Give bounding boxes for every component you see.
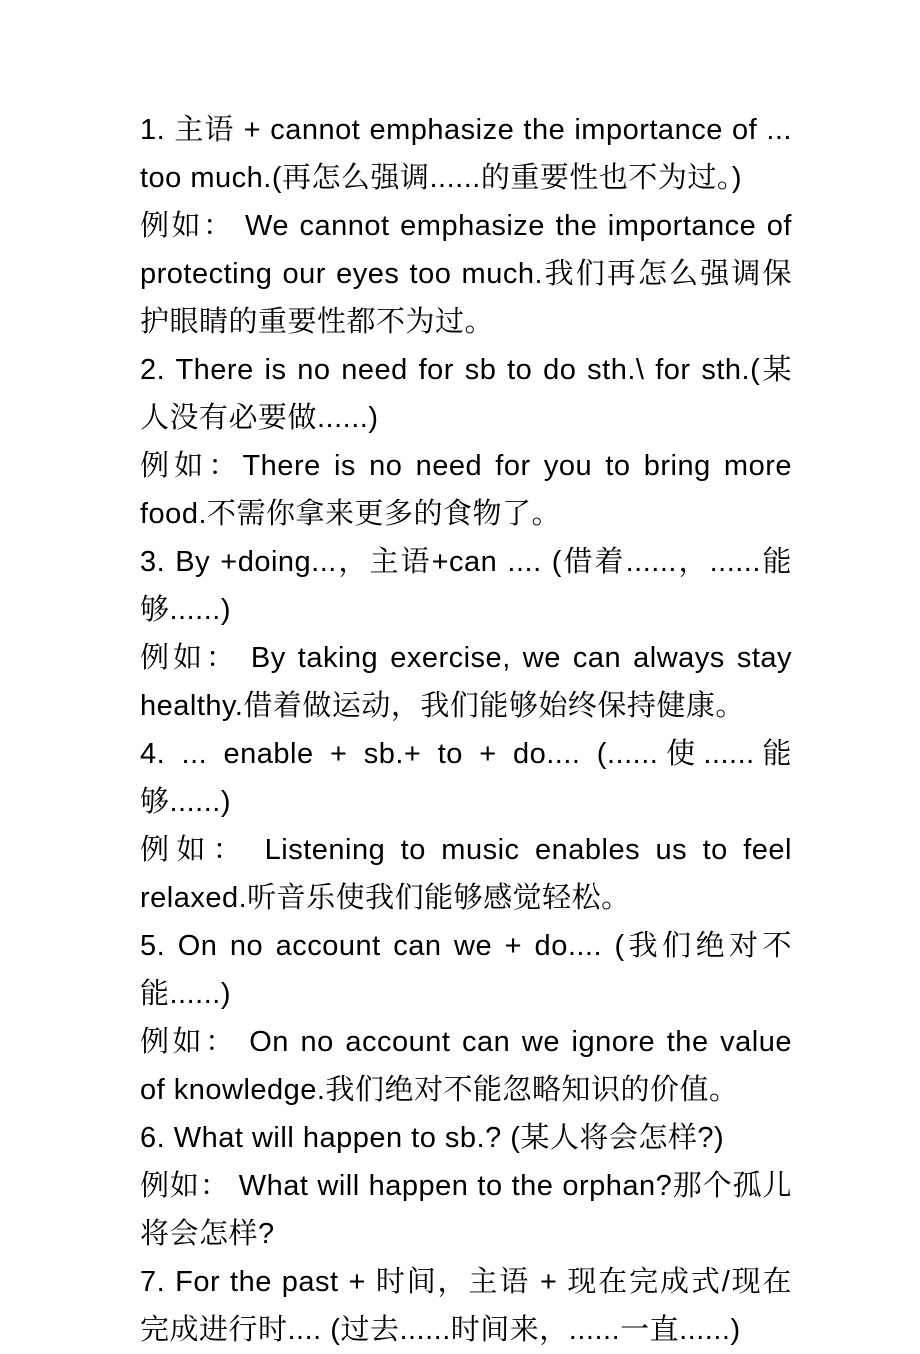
pattern-2-example: 例如：There is no need for you to bring more food.不需你拿来更多的食物了。 (140, 450, 792, 530)
pattern-4-example: 例如： Listening to music enables us to feel relaxed.听音乐使我们能够感觉轻松。 (140, 834, 792, 914)
pattern-7-heading: 7. For the past + 时间，主语 + 现在完成式/现在完成进行时.... (过去......时间来，......一直......) (140, 1266, 792, 1346)
pattern-5-example: 例如： On no account can we ignore the value of knowledge.我们绝对不能忽略知识的价值。 (140, 1026, 792, 1106)
pattern-1-heading: 1. 主语 + cannot emphasize the importance of ... too much.(再怎么强调......的重要性也不为过。) (140, 114, 792, 194)
pattern-5-heading: 5. On no account can we + do.... (我们绝对不能......) (140, 930, 792, 1010)
pattern-6-example: 例如： What will happen to the orphan?那个孤儿将会怎样? (140, 1170, 792, 1250)
pattern-3-heading: 3. By +doing...，主语+can .... (借着......，......能够......) (140, 546, 792, 626)
pattern-2-heading: 2. There is no need for sb to do sth.\ for sth.(某人没有必要做......) (140, 354, 792, 434)
pattern-4-heading: 4. ... enable + sb.+ to + do.... (......使......能够......) (140, 738, 792, 818)
pattern-6-heading: 6. What will happen to sb.? (某人将会怎样?) (140, 1122, 725, 1154)
pattern-1-example: 例如： We cannot emphasize the importance of protecting our eyes too much.我们再怎么强调保护眼睛的重要性都不为过。 (140, 210, 792, 338)
pattern-3-example: 例如： By taking exercise, we can always stay healthy.借着做运动，我们能够始终保持健康。 (140, 642, 792, 722)
